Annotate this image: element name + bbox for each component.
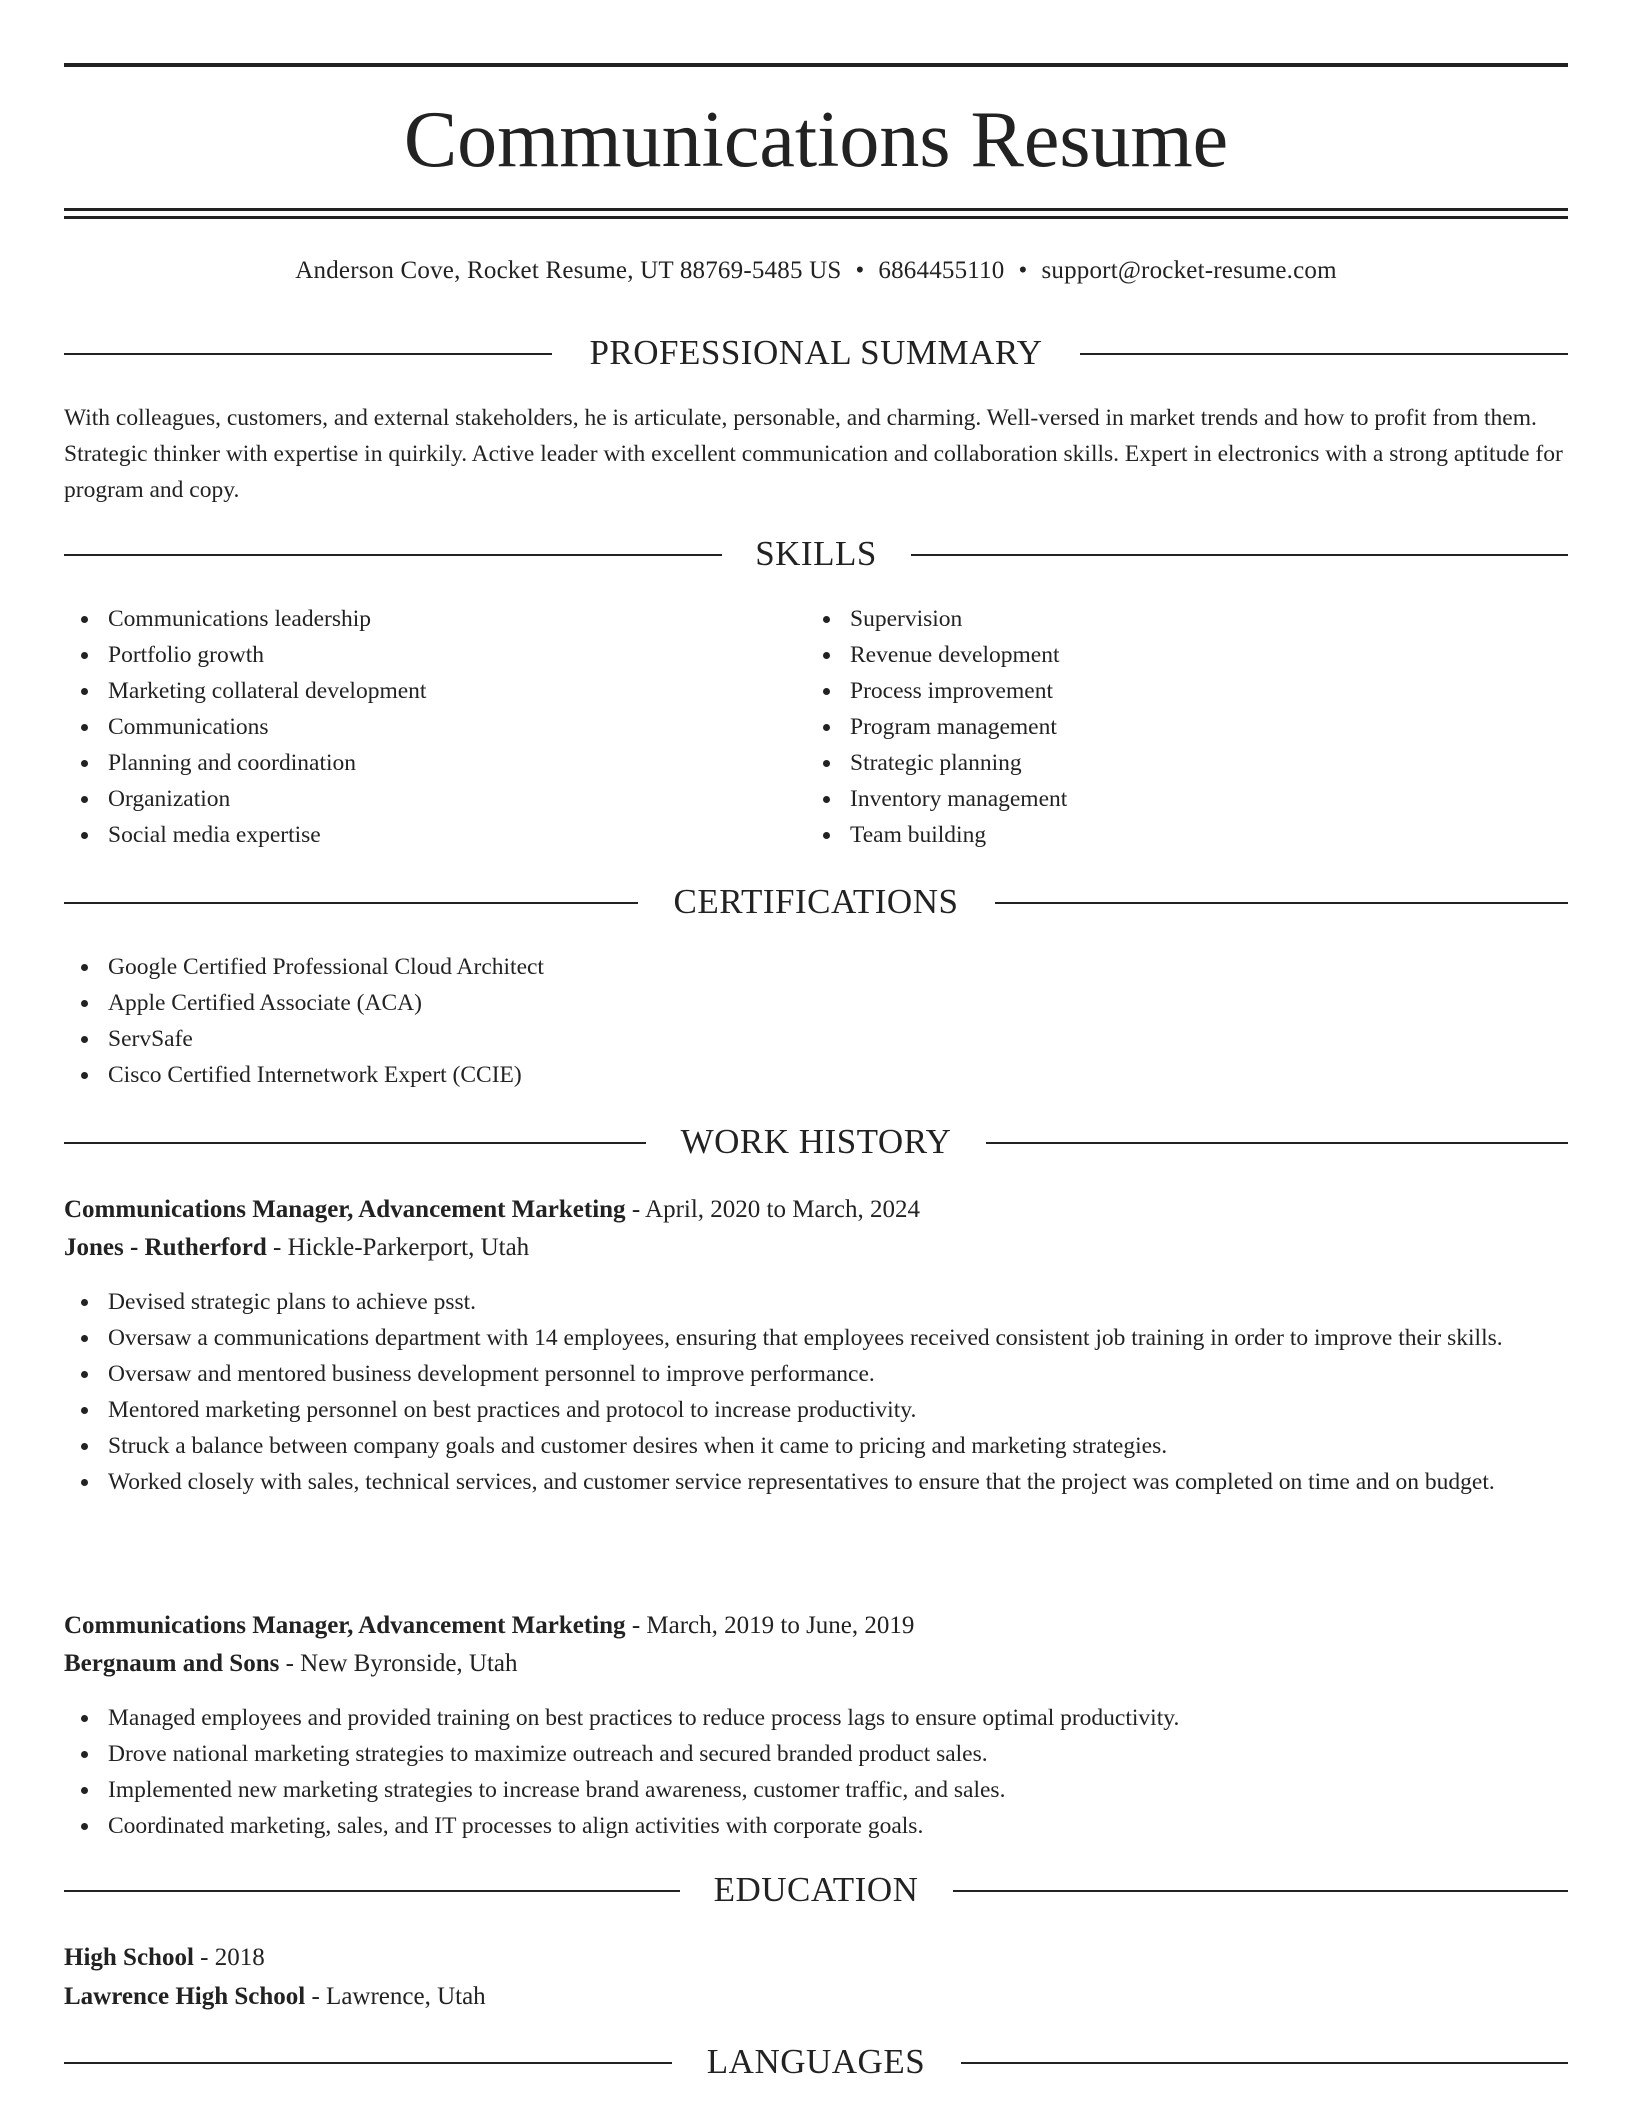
section-title: CERTIFICATIONS <box>642 882 991 921</box>
job-location: - Hickle-Parkerport, Utah <box>266 1234 530 1261</box>
contact-phone: 6864455110 <box>878 257 1005 284</box>
section-title: PROFESSIONAL SUMMARY <box>557 333 1074 372</box>
skills-list-left <box>64 601 804 853</box>
contact-address: Anderson Cove, Rocket Resume, UT 88769-5485 US <box>295 257 842 284</box>
section-heading-summary <box>64 331 1568 375</box>
job-company-line <box>64 1230 1568 1266</box>
section-heading-education <box>64 1868 1568 1912</box>
education-degree: High School <box>64 1944 194 1971</box>
list-item: Drove national marketing strategies to maximize outreach and secured branded product sales. <box>64 1736 1568 1772</box>
list-item: Oversaw a communications department with 14 employees, ensuring that employees received consistent job training in order to improve their skills. <box>64 1320 1568 1356</box>
list-item: Planning and coordination <box>64 745 804 781</box>
title-rule-upper <box>64 208 1568 211</box>
list-item: Organization <box>64 781 804 817</box>
list-item: Implemented new marketing strategies to increase brand awareness, customer traffic, and sales. <box>64 1772 1568 1808</box>
summary-text: With colleagues, customers, and external stakeholders, he is articulate, personable, and charming. Well-versed in market trends and how to profit from them. Strategic thinker with expertise in quirkily. Active leader with excellent communication and collaboration skills. Expert in electronics with a strong aptitude for program and copy. <box>64 405 1563 503</box>
list-item: Portfolio growth <box>64 637 804 673</box>
certifications-list <box>64 949 1568 1093</box>
list-item: Process improvement <box>806 673 1546 709</box>
contact-separator: • <box>855 257 865 284</box>
job-bullets <box>64 1700 1568 1844</box>
list-item: Marketing collateral development <box>64 673 804 709</box>
list-item: Revenue development <box>806 637 1546 673</box>
section-heading-work <box>64 1120 1568 1164</box>
job-dates: - March, 2019 to June, 2019 <box>625 1612 915 1639</box>
job-company: Bergnaum and Sons <box>64 1650 280 1677</box>
list-item: Strategic planning <box>806 745 1546 781</box>
list-item: Oversaw and mentored business development personnel to improve performance. <box>64 1356 1568 1392</box>
list-item: Mentored marketing personnel on best practices and protocol to increase productivity. <box>64 1392 1568 1428</box>
job-dates: - April, 2020 to March, 2024 <box>625 1196 920 1223</box>
top-rule <box>64 63 1568 67</box>
list-item: Coordinated marketing, sales, and IT processes to align activities with corporate goals. <box>64 1808 1568 1844</box>
section-title: LANGUAGES <box>675 2042 957 2081</box>
section-title: EDUCATION <box>682 1870 951 1909</box>
list-item: Cisco Certified Internetwork Expert (CCIE) <box>64 1057 1568 1093</box>
list-item: Apple Certified Associate (ACA) <box>64 985 1568 1021</box>
education-location: - Lawrence, Utah <box>305 1983 486 2010</box>
contact-line <box>64 254 1568 288</box>
education-school: Lawrence High School <box>64 1983 306 2010</box>
education-school-line <box>64 1979 1568 2015</box>
list-item: Team building <box>806 817 1546 853</box>
list-item: Program management <box>806 709 1546 745</box>
section-heading-skills <box>64 532 1568 576</box>
section-title: WORK HISTORY <box>649 1122 984 1161</box>
list-item: Inventory management <box>806 781 1546 817</box>
resume-title: Communications Resume <box>403 96 1229 184</box>
list-item: Google Certified Professional Cloud Architect <box>64 949 1568 985</box>
list-item: Devised strategic plans to achieve psst. <box>64 1284 1568 1320</box>
job-company: Jones - Rutherford <box>64 1234 267 1261</box>
contact-email: support@rocket-resume.com <box>1041 257 1337 284</box>
list-item: Communications <box>64 709 804 745</box>
skills-list-right <box>806 601 1546 853</box>
section-title: SKILLS <box>723 534 909 573</box>
job-company-line <box>64 1646 1568 1682</box>
list-item: Managed employees and provided training on best practices to reduce process lags to ensure optimal productivity. <box>64 1700 1568 1736</box>
education-degree-line <box>64 1940 1568 1976</box>
job-title: Communications Manager, Advancement Marketing <box>64 1196 626 1223</box>
section-heading-languages <box>64 2040 1568 2084</box>
title-rule-lower <box>64 216 1568 219</box>
list-item: Struck a balance between company goals and customer desires when it came to pricing and marketing strategies. <box>64 1428 1568 1464</box>
list-item: ServSafe <box>64 1021 1568 1057</box>
education-year: - 2018 <box>193 1944 265 1971</box>
job-title: Communications Manager, Advancement Marketing <box>64 1612 626 1639</box>
list-item: Communications leadership <box>64 601 804 637</box>
section-heading-certifications <box>64 880 1568 924</box>
job-bullets <box>64 1284 1568 1500</box>
job-title-line <box>64 1192 1568 1228</box>
list-item: Worked closely with sales, technical services, and customer service representatives to ensure that the project was completed on time and on budget. <box>64 1464 1568 1500</box>
list-item: Supervision <box>806 601 1546 637</box>
job-location: - New Byronside, Utah <box>279 1650 518 1677</box>
list-item: Social media expertise <box>64 817 804 853</box>
job-title-line <box>64 1608 1568 1644</box>
contact-separator: • <box>1018 257 1028 284</box>
